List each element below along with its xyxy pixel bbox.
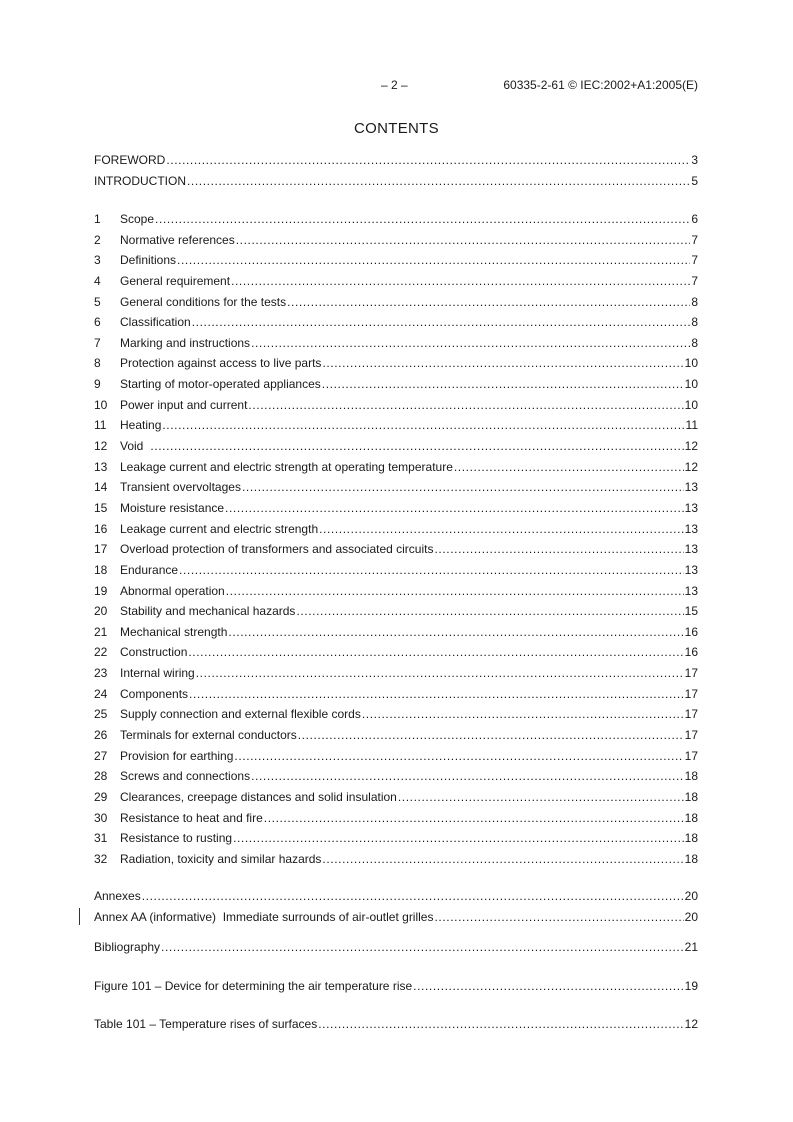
toc-entry-clause-22[interactable] bbox=[94, 642, 698, 663]
toc-entry-clause-28[interactable] bbox=[94, 766, 698, 787]
leader-dots bbox=[162, 415, 684, 436]
toc-entry-clause-16[interactable] bbox=[94, 519, 698, 540]
leader-dots bbox=[434, 539, 683, 560]
toc-entry-label: INTRODUCTION bbox=[94, 173, 186, 188]
toc-entry-page: 13 bbox=[684, 480, 698, 495]
toc-entry-clause-20[interactable] bbox=[94, 601, 698, 622]
leader-dots bbox=[150, 436, 683, 457]
leader-dots bbox=[322, 849, 683, 870]
toc-entry-page: 12 bbox=[684, 459, 698, 474]
toc-entry-page: 8 bbox=[691, 294, 698, 309]
toc-entry-number: 29 bbox=[94, 789, 108, 804]
toc-entry-page: 8 bbox=[691, 335, 698, 350]
toc-entry-page: 3 bbox=[691, 153, 698, 167]
toc-entry-page: 20 bbox=[684, 909, 698, 924]
toc-entry-page: 17 bbox=[684, 707, 698, 722]
toc-entry-number: 6 bbox=[94, 315, 101, 330]
leader-dots bbox=[226, 581, 684, 602]
toc-entry-label: FOREWORD bbox=[94, 153, 166, 167]
toc-entry-number: 30 bbox=[94, 810, 108, 825]
toc-entry-number: 24 bbox=[94, 686, 108, 701]
toc-entry-page: 21 bbox=[684, 940, 698, 954]
toc-entry-page: 17 bbox=[684, 666, 698, 681]
toc-entry-number: 9 bbox=[94, 377, 101, 392]
toc-entry-number: 2 bbox=[94, 232, 101, 247]
leader-dots bbox=[192, 312, 691, 333]
leader-dots bbox=[188, 642, 683, 663]
leader-dots bbox=[166, 150, 690, 171]
toc-entry-label: Terminals for external conductors bbox=[120, 728, 297, 743]
toc-entry-number: 18 bbox=[94, 562, 108, 577]
toc-entry-clause-29[interactable] bbox=[94, 787, 698, 808]
leader-dots bbox=[155, 209, 690, 230]
toc-entry-number: 8 bbox=[94, 356, 101, 371]
toc-entry-label: Provision for earthing bbox=[120, 748, 234, 763]
toc-entry-number: 26 bbox=[94, 728, 108, 743]
leader-dots bbox=[177, 250, 690, 271]
leader-dots bbox=[231, 271, 690, 292]
toc-entry-page: 8 bbox=[691, 315, 698, 330]
leader-dots bbox=[179, 560, 684, 581]
toc-entry-clause-4[interactable] bbox=[94, 271, 698, 292]
toc-entry-page: 16 bbox=[684, 645, 698, 660]
toc-entry-clause-5[interactable] bbox=[94, 292, 698, 313]
toc-entry-page: 13 bbox=[684, 562, 698, 577]
toc-entry-page: 10 bbox=[684, 397, 698, 412]
toc-entry-page: 7 bbox=[691, 253, 698, 268]
toc-entry-clause-11[interactable] bbox=[94, 415, 698, 436]
toc-entry-label: Radiation, toxicity and similar hazards bbox=[120, 851, 322, 866]
toc-entry-number: 13 bbox=[94, 459, 108, 474]
toc-entry-label: Marking and instructions bbox=[120, 335, 251, 350]
toc-entry-page: 7 bbox=[691, 232, 698, 247]
toc-entry-label: Screws and connections bbox=[120, 769, 251, 784]
toc-entry-page: 13 bbox=[684, 521, 698, 536]
toc-entry-label: Construction bbox=[120, 645, 188, 660]
toc-entry-label: Overload protection of transformers and associated circuits bbox=[120, 542, 434, 557]
toc-entry-page: 13 bbox=[684, 500, 698, 515]
toc-entry-label: Leakage current and electric strength at operating temperature bbox=[120, 459, 453, 474]
toc-entry-label: Classification bbox=[120, 315, 191, 330]
toc-entry-number: 10 bbox=[94, 397, 108, 412]
page-title: CONTENTS bbox=[354, 120, 439, 137]
page-number: – 2 – bbox=[381, 78, 408, 92]
toc-entry-introduction[interactable] bbox=[94, 171, 698, 192]
toc-entry-page: 17 bbox=[684, 728, 698, 743]
leader-dots bbox=[251, 766, 684, 787]
toc-entry-page: 16 bbox=[684, 624, 698, 639]
toc-entry-page: 17 bbox=[684, 686, 698, 701]
toc-entry-page: 5 bbox=[691, 173, 698, 188]
toc-entry-label: Scope bbox=[120, 212, 155, 226]
leader-dots bbox=[242, 477, 684, 498]
toc-entry-clause-24[interactable] bbox=[94, 684, 698, 705]
toc-entry-label: Starting of motor-operated appliances bbox=[120, 377, 321, 392]
toc-entry-table-101[interactable] bbox=[94, 1014, 698, 1035]
toc-annexes bbox=[94, 886, 698, 927]
toc-entry-label: Protection against access to live parts bbox=[120, 356, 322, 371]
toc-entry-label: Void bbox=[120, 439, 144, 454]
toc-entry-clause-1[interactable] bbox=[94, 209, 698, 230]
leader-dots bbox=[319, 519, 684, 540]
leader-dots bbox=[142, 886, 684, 907]
toc-entry-clause-2[interactable] bbox=[94, 230, 698, 251]
leader-dots bbox=[161, 937, 684, 958]
toc-bibliography bbox=[94, 937, 698, 958]
leader-dots bbox=[236, 230, 691, 251]
toc-entry-label: Moisture resistance bbox=[120, 500, 225, 515]
toc-entry-page: 19 bbox=[684, 979, 698, 993]
toc-entry-number: 31 bbox=[94, 831, 108, 846]
revision-change-bar bbox=[79, 908, 80, 925]
toc-entry-page: 18 bbox=[684, 831, 698, 846]
toc-entry-clause-10[interactable] bbox=[94, 395, 698, 416]
toc-entry-page: 18 bbox=[684, 810, 698, 825]
toc-entry-page: 15 bbox=[684, 604, 698, 619]
toc-entry-label: Stability and mechanical hazards bbox=[120, 604, 296, 619]
leader-dots bbox=[189, 684, 684, 705]
leader-dots bbox=[434, 907, 683, 928]
toc-entry-clause-12[interactable] bbox=[94, 436, 698, 457]
toc-clauses bbox=[94, 209, 698, 870]
toc-entry-bibliography[interactable] bbox=[94, 937, 698, 958]
toc-entry-clause-14[interactable] bbox=[94, 477, 698, 498]
toc-entry-label: Leakage current and electric strength bbox=[120, 521, 319, 536]
toc-entry-number: 25 bbox=[94, 707, 108, 722]
toc-entry-number: 32 bbox=[94, 851, 108, 866]
toc-entry-number: 17 bbox=[94, 542, 108, 557]
toc-entry-number: 1 bbox=[94, 212, 101, 226]
toc-entry-label: Resistance to heat and fire bbox=[120, 810, 263, 825]
toc-entry-label: Definitions bbox=[120, 253, 177, 268]
toc-entry-clause-13[interactable] bbox=[94, 457, 698, 478]
toc-entry-page: 6 bbox=[691, 212, 698, 226]
toc-figures bbox=[94, 976, 698, 997]
toc-entry-number: 4 bbox=[94, 273, 101, 288]
toc-entry-label: Power input and current bbox=[120, 397, 248, 412]
toc-entry-annex-aa[interactable] bbox=[94, 907, 698, 928]
toc-entry-foreword[interactable] bbox=[94, 150, 698, 171]
toc-entry-label: Internal wiring bbox=[120, 666, 195, 681]
toc-entry-number: 27 bbox=[94, 748, 108, 763]
toc-entry-number: 14 bbox=[94, 480, 108, 495]
toc-entry-label: Resistance to rusting bbox=[120, 831, 233, 846]
toc-entry-page: 10 bbox=[684, 377, 698, 392]
leader-dots bbox=[187, 171, 690, 192]
toc-entry-clause-32[interactable] bbox=[94, 849, 698, 870]
toc-entry-clause-21[interactable] bbox=[94, 622, 698, 643]
toc-entry-page: 12 bbox=[684, 1017, 698, 1031]
toc-entry-number: 5 bbox=[94, 294, 101, 309]
toc-entry-label: Mechanical strength bbox=[120, 624, 228, 639]
leader-dots bbox=[225, 498, 684, 519]
toc-entry-clause-19[interactable] bbox=[94, 581, 698, 602]
toc-entry-number: 7 bbox=[94, 335, 101, 350]
toc-entry-page: 18 bbox=[684, 789, 698, 804]
toc-entry-page: 13 bbox=[684, 583, 698, 598]
toc-entry-number: 21 bbox=[94, 624, 108, 639]
toc-entry-page: 18 bbox=[684, 769, 698, 784]
leader-dots bbox=[322, 374, 684, 395]
toc-entry-page: 20 bbox=[684, 889, 698, 903]
toc-entry-label: Normative references bbox=[120, 232, 235, 247]
toc-entry-number: 11 bbox=[94, 418, 107, 433]
toc-entry-label: Clearances, creepage distances and solid insulation bbox=[120, 789, 397, 804]
toc-entry-clause-23[interactable] bbox=[94, 663, 698, 684]
toc-entry-label: Annexes bbox=[94, 889, 141, 903]
toc-entry-label: Abnormal operation bbox=[120, 583, 225, 598]
toc-entry-page: 12 bbox=[684, 439, 698, 454]
toc-entry-label: Supply connection and external flexible cords bbox=[120, 707, 361, 722]
leader-dots bbox=[362, 704, 684, 725]
toc-entry-label: Transient overvoltages bbox=[120, 480, 241, 495]
toc-entry-clause-8[interactable] bbox=[94, 353, 698, 374]
toc-entry-page: 18 bbox=[684, 851, 698, 866]
leader-dots bbox=[454, 457, 684, 478]
toc-entry-clause-31[interactable] bbox=[94, 828, 698, 849]
leader-dots bbox=[234, 746, 683, 767]
leader-dots bbox=[233, 828, 684, 849]
toc-entry-label: General requirement bbox=[120, 273, 231, 288]
leader-dots bbox=[248, 395, 683, 416]
toc-entry-clause-9[interactable] bbox=[94, 374, 698, 395]
toc-entry-page: 13 bbox=[684, 542, 698, 557]
toc-entry-annexes[interactable] bbox=[94, 886, 698, 907]
toc-entry-number: 28 bbox=[94, 769, 108, 784]
toc-entry-number: 12 bbox=[94, 439, 108, 454]
toc-entry-label: Bibliography bbox=[94, 940, 161, 954]
leader-dots bbox=[413, 976, 683, 997]
leader-dots bbox=[196, 663, 684, 684]
toc-entry-clause-30[interactable] bbox=[94, 808, 698, 829]
toc-tables bbox=[94, 1014, 698, 1035]
leader-dots bbox=[287, 292, 690, 313]
document-id: 60335-2-61 © IEC:2002+A1:2005(E) bbox=[503, 78, 698, 92]
toc-entry-figure-101[interactable] bbox=[94, 976, 698, 997]
toc-entry-page: 10 bbox=[684, 356, 698, 371]
toc-entry-clause-15[interactable] bbox=[94, 498, 698, 519]
toc-entry-number: 22 bbox=[94, 645, 108, 660]
toc-entry-number: 19 bbox=[94, 583, 108, 598]
toc-entry-clause-7[interactable] bbox=[94, 333, 698, 354]
toc-entry-label: Components bbox=[120, 686, 189, 701]
leader-dots bbox=[398, 787, 684, 808]
toc-entry-clause-18[interactable] bbox=[94, 560, 698, 581]
toc-front-matter bbox=[94, 150, 698, 191]
toc-entry-label: Table 101 – Temperature rises of surfaces bbox=[94, 1017, 318, 1031]
toc-entry-number: 20 bbox=[94, 604, 108, 619]
leader-dots bbox=[296, 601, 683, 622]
toc-entry-label: Annex AA (informative) Immediate surrounds of air-outlet grilles bbox=[94, 909, 434, 924]
toc-entry-clause-26[interactable] bbox=[94, 725, 698, 746]
toc-entry-label: General conditions for the tests bbox=[120, 294, 287, 309]
page-header bbox=[0, 78, 793, 94]
toc-entry-clause-3[interactable] bbox=[94, 250, 698, 271]
toc-entry-number: 23 bbox=[94, 666, 108, 681]
toc-entry-clause-6[interactable] bbox=[94, 312, 698, 333]
leader-dots bbox=[251, 333, 690, 354]
leader-dots bbox=[322, 353, 683, 374]
toc-entry-page: 17 bbox=[684, 748, 698, 763]
toc-entry-label: Figure 101 – Device for determining the air temperature rise bbox=[94, 979, 413, 993]
toc-entry-number: 16 bbox=[94, 521, 108, 536]
leader-dots bbox=[318, 1014, 683, 1035]
toc-entry-clause-27[interactable] bbox=[94, 746, 698, 767]
toc-entry-label: Heating bbox=[120, 418, 162, 433]
toc-entry-clause-17[interactable] bbox=[94, 539, 698, 560]
toc-entry-label: Endurance bbox=[120, 562, 179, 577]
toc-entry-page: 11 bbox=[685, 418, 698, 433]
toc-entry-clause-25[interactable] bbox=[94, 704, 698, 725]
toc-entry-number: 3 bbox=[94, 253, 101, 268]
toc-entry-number: 15 bbox=[94, 500, 108, 515]
leader-dots bbox=[264, 808, 684, 829]
leader-dots bbox=[228, 622, 683, 643]
toc-entry-page: 7 bbox=[691, 273, 698, 288]
leader-dots bbox=[298, 725, 684, 746]
